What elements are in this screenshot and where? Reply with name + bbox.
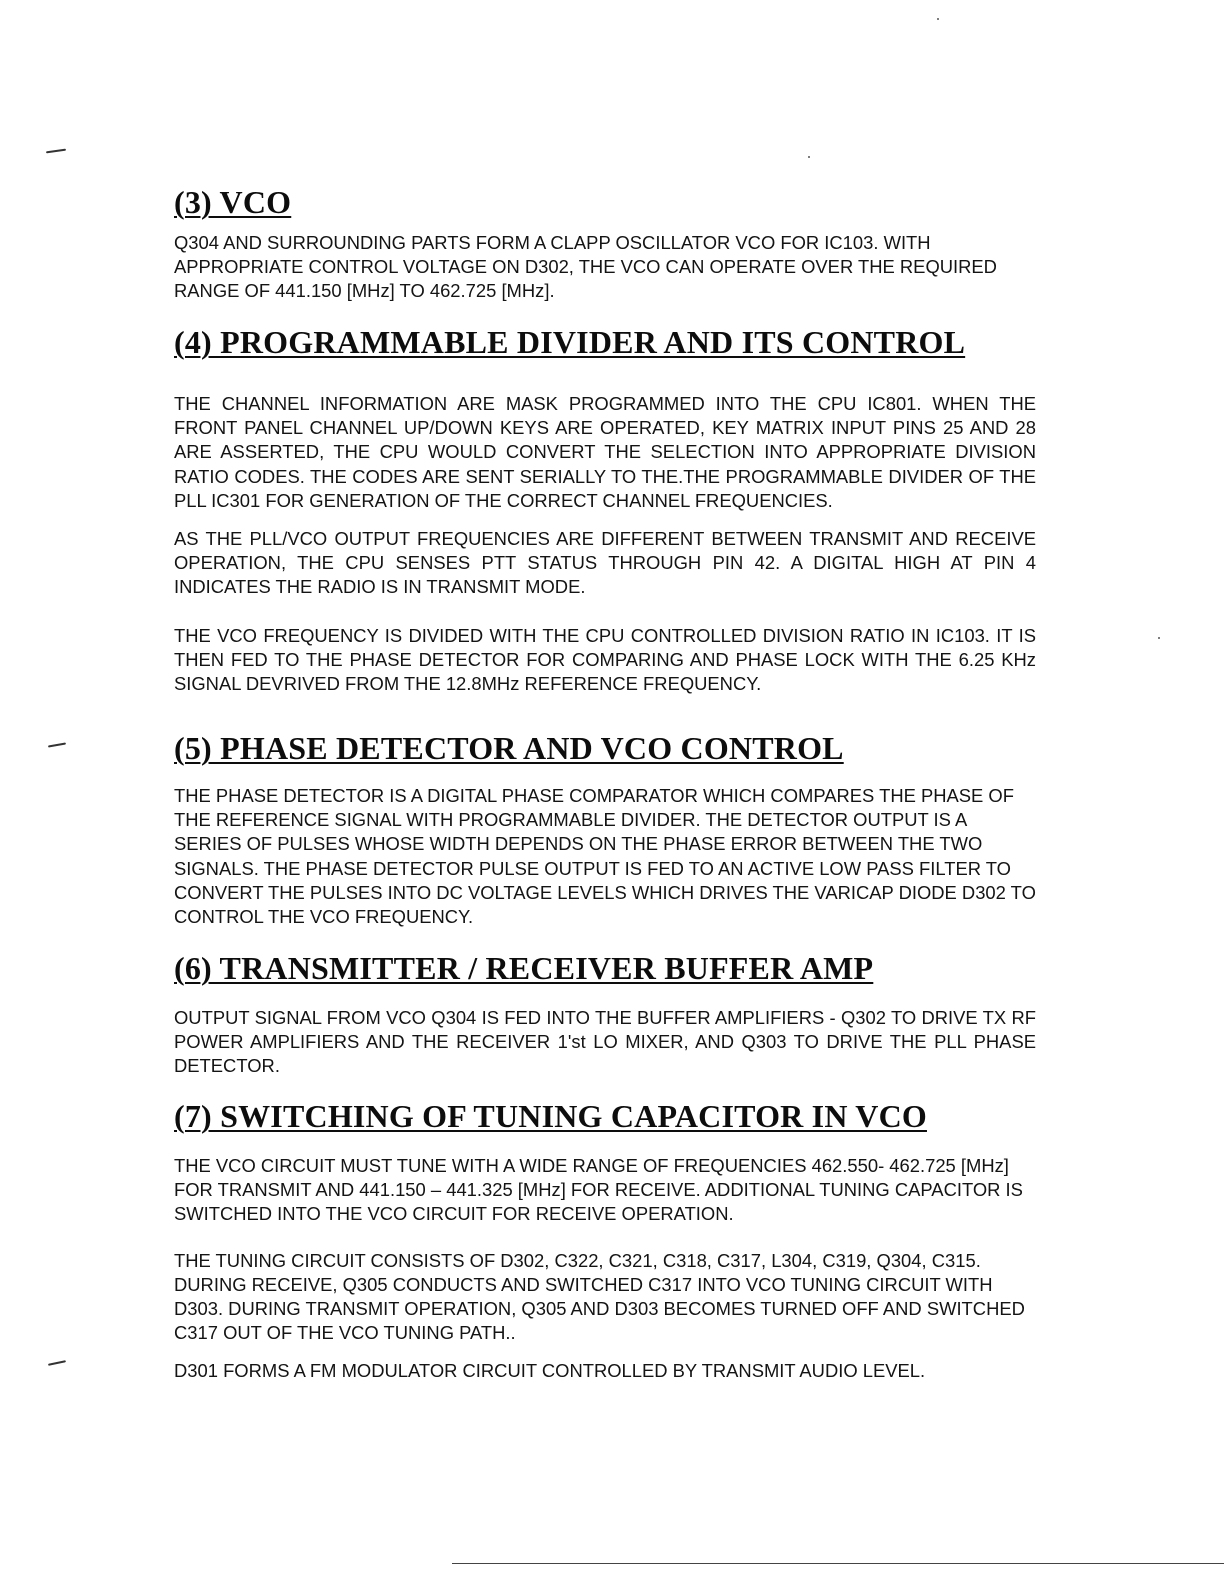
scan-mark (48, 1360, 66, 1366)
section-paragraph: D301 FORMS A FM MODULATOR CIRCUIT CONTROLLED BY TRANSMIT AUDIO LEVEL. (174, 1360, 926, 1382)
section-paragraph: THE VCO FREQUENCY IS DIVIDED WITH THE CPU CONTROLLED DIVISION RATIO IN IC103. IT IS THEN FED TO THE PHASE DETECTOR FOR COMPARING AND PHASE LOCK WITH THE 6.25 KHz SIGNAL DEVRIVED FROM THE 12.8MHz REFERENCE FREQUENCY. (174, 624, 1036, 695)
scan-mark (46, 149, 66, 154)
section-heading: (5) PHASE DETECTOR AND VCO CONTROL (174, 730, 844, 766)
section-heading: (7) SWITCHING OF TUNING CAPACITOR IN VCO (174, 1098, 927, 1134)
section-paragraph: THE TUNING CIRCUIT CONSISTS OF D302, C322, C321, C318, C317, L304, C319, Q304, C315. DURING RECEIVE, Q305 CONDUCTS AND SWITCHED C317 INTO VCO TUNING CIRCUIT WITH D303. DURING TRANSMIT OPERATION, Q305 AND D303 BECOMES TURNED OFF AND SWITCHED C317 OUT OF THE VCO TUNING PATH.. (174, 1249, 1025, 1344)
bottom-rule (452, 1563, 1224, 1564)
section-paragraph: OUTPUT SIGNAL FROM VCO Q304 IS FED INTO THE BUFFER AMPLIFIERS - Q302 TO DRIVE TX RF POWER AMPLIFIERS AND THE RECEIVER 1'st LO MIXER, AND Q303 TO DRIVE THE PLL PHASE DETECTOR. (174, 1007, 1036, 1077)
scan-mark (48, 742, 66, 747)
section-heading: (4) PROGRAMMABLE DIVIDER AND ITS CONTROL (174, 324, 966, 360)
section-heading: (6) TRANSMITTER / RECEIVER BUFFER AMP (174, 950, 874, 986)
section-paragraph: THE CHANNEL INFORMATION ARE MASK PROGRAMMED INTO THE CPU IC801. WHEN THE FRONT PANEL CHANNEL UP/DOWN KEYS ARE OPERATED, KEY MATRIX INPUT PINS 25 AND 28 ARE ASSERTED, THE CPU WOULD CONVERT THE SELECTION INTO APPROPRIATE DIVISION RATIO CODES. THE CODES ARE SENT SERIALLY TO THE.THE PROGRAMMABLE DIVIDER OF THE PLL IC301 FOR GENERATION OF THE CORRECT CHANNEL FREQUENCIES. (174, 393, 1036, 511)
section-paragraph: AS THE PLL/VCO OUTPUT FREQUENCIES ARE DIFFERENT BETWEEN TRANSMIT AND RECEIVE OPERATION, THE CPU SENSES PTT STATUS THROUGH PIN 42. A DIGITAL HIGH AT PIN 4 INDICATES THE RADIO IS IN TRANSMIT MODE. (174, 528, 1036, 598)
section-paragraph: THE VCO CIRCUIT MUST TUNE WITH A WIDE RANGE OF FREQUENCIES 462.550- 462.725 [MHz] FOR TRANSMIT AND 441.150 – 441.325 [MHz] FOR RECEIVE. ADDITIONAL TUNING CAPACITOR IS SWITCHED INTO THE VCO CIRCUIT FOR RECEIVE OPERATION. (174, 1155, 1023, 1225)
section-heading: (3) VCO (174, 184, 292, 220)
section-phase-detector (174, 730, 1036, 929)
section-buffer-amp (174, 950, 1036, 1079)
scan-speck (808, 156, 810, 158)
section-paragraph: Q304 AND SURROUNDING PARTS FORM A CLAPP OSCILLATOR VCO FOR IC103. WITH APPROPRIATE CONTROL VOLTAGE ON D302, THE VCO CAN OPERATE OVER THE REQUIRED RANGE OF 441.150 [MHz] TO 462.725 [MHz]. (174, 232, 997, 302)
scan-speck (1158, 637, 1160, 639)
section-programmable-divider (174, 324, 1036, 696)
section-vco (174, 184, 1036, 304)
section-tuning-capacitor (174, 1098, 1036, 1384)
section-paragraph: THE PHASE DETECTOR IS A DIGITAL PHASE COMPARATOR WHICH COMPARES THE PHASE OF THE REFERENCE SIGNAL WITH PROGRAMMABLE DIVIDER. THE DETECTOR OUTPUT IS A SERIES OF PULSES WHOSE WIDTH DEPENDS ON THE PHASE ERROR BETWEEN THE TWO SIGNALS. THE PHASE DETECTOR PULSE OUTPUT IS FED TO AN ACTIVE LOW PASS FILTER TO CONVERT THE PULSES INTO DC VOLTAGE LEVELS WHICH DRIVES THE VARICAP DIODE D302 TO CONTROL THE VCO FREQUENCY. (174, 785, 1036, 928)
scan-speck (937, 18, 939, 20)
